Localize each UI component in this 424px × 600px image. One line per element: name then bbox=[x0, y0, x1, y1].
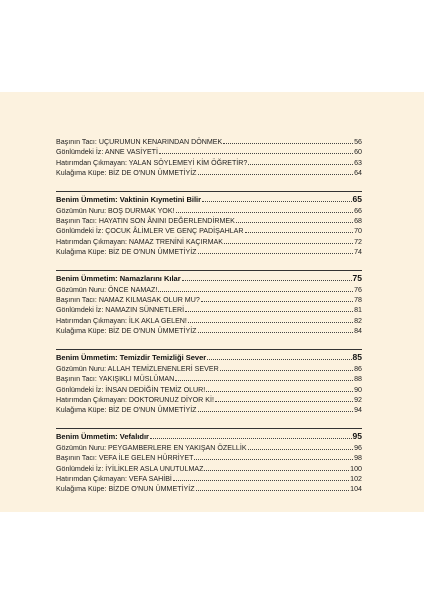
dot-leader bbox=[223, 137, 353, 144]
entry-title: Başının Tacı: UÇURUMUN KENARINDAN DÖNMEK bbox=[56, 138, 223, 146]
dot-leader bbox=[215, 395, 353, 402]
toc-entry[interactable] bbox=[56, 226, 362, 236]
page-number: 82 bbox=[354, 316, 362, 325]
entry-title: Hatırımdan Çıkmayan: İLK AKLA GELEN! bbox=[56, 316, 187, 325]
entry-title: Gönlümdeki İz: NAMAZIN SÜNNETLERİ bbox=[56, 306, 185, 315]
toc-entry[interactable] bbox=[56, 405, 362, 415]
page-number: 76 bbox=[354, 285, 362, 294]
entry-title: Gözümün Nuru: ÖNCE NAMAZ! bbox=[56, 285, 158, 294]
page-number: 88 bbox=[354, 375, 362, 384]
toc-section bbox=[56, 428, 362, 495]
entry-title: Hatırımdan Çıkmayan: VEFA SAHİBİ bbox=[56, 474, 172, 483]
entry-title: Hatırımdan Çıkmayan: NAMAZ TRENİNİ KAÇIRMAK bbox=[56, 237, 224, 246]
dot-leader bbox=[198, 405, 354, 412]
page-number: 78 bbox=[354, 296, 362, 305]
dot-leader bbox=[173, 474, 349, 481]
page-number: 92 bbox=[354, 395, 362, 404]
dot-leader bbox=[207, 353, 351, 360]
toc-entry[interactable] bbox=[56, 158, 362, 168]
dot-leader bbox=[245, 226, 354, 233]
page-number: 65 bbox=[352, 193, 362, 204]
toc-section-heading[interactable] bbox=[56, 430, 362, 443]
page-number: 94 bbox=[354, 406, 362, 415]
toc-entry[interactable] bbox=[56, 216, 362, 226]
page-number: 64 bbox=[354, 169, 362, 178]
toc-entry[interactable] bbox=[56, 326, 362, 336]
toc-entry[interactable] bbox=[56, 395, 362, 405]
page-number: 96 bbox=[354, 443, 362, 452]
dot-leader bbox=[194, 453, 353, 460]
dot-leader bbox=[196, 484, 350, 491]
toc-section bbox=[56, 270, 362, 337]
page-number: 84 bbox=[354, 327, 362, 336]
dot-leader bbox=[220, 364, 353, 371]
entry-title: Kulağıma Küpe: BİZ DE O'NUN ÜMMETİYİZ bbox=[56, 248, 197, 257]
page-number: 63 bbox=[354, 158, 362, 167]
dot-leader bbox=[202, 195, 352, 202]
page-number: 68 bbox=[354, 217, 362, 226]
entry-title: Başının Tacı: HAYATIN SON ÂNINI DEĞERLENDİRMEK bbox=[56, 217, 235, 226]
toc-section-heading[interactable] bbox=[56, 193, 362, 206]
entry-title: Başının Tacı: NAMAZ KILMASAK OLUR MU? bbox=[56, 296, 200, 305]
entry-title: Başının Tacı: YAKIŞIKLI MÜSLÜMAN bbox=[56, 375, 175, 384]
page-number: 86 bbox=[354, 364, 362, 373]
entry-title: Gönlümdeki İz: ANNE VASİYETİ bbox=[56, 148, 158, 157]
entry-title: Gönlümdeki İz: İYİLİKLER ASLA UNUTULMAZ bbox=[56, 464, 204, 473]
section-divider bbox=[56, 191, 362, 192]
dot-leader bbox=[204, 464, 349, 471]
toc-entry[interactable] bbox=[56, 237, 362, 247]
page-number: 90 bbox=[354, 385, 362, 394]
toc-entry[interactable] bbox=[56, 206, 362, 216]
page-number: 74 bbox=[354, 248, 362, 257]
entry-title: Hatırımdan Çıkmayan: YALAN SÖYLEMEYİ KİM ÖĞRETİR? bbox=[56, 158, 248, 167]
toc-entry[interactable] bbox=[56, 474, 362, 484]
entry-title: Kulağıma Küpe: BİZDE O'NUN ÜMMETİYİZ bbox=[56, 485, 195, 494]
toc-entry[interactable] bbox=[56, 168, 362, 178]
dot-leader bbox=[185, 305, 353, 312]
dot-leader bbox=[198, 247, 354, 254]
entry-title: Kulağıma Küpe: BİZ DE O'NUN ÜMMETİYİZ bbox=[56, 327, 197, 336]
page-number: 60 bbox=[354, 148, 362, 157]
toc-section-heading[interactable] bbox=[56, 351, 362, 364]
entry-title: Gönlümdeki İz: İNSAN DEDİĞİN TEMİZ OLUR! bbox=[56, 385, 206, 394]
toc-entry[interactable] bbox=[56, 316, 362, 326]
toc-entry[interactable] bbox=[56, 374, 362, 384]
toc-entry[interactable] bbox=[56, 385, 362, 395]
toc-entry[interactable] bbox=[56, 364, 362, 374]
dot-leader bbox=[176, 206, 354, 213]
dot-leader bbox=[150, 432, 352, 439]
toc-entry[interactable] bbox=[56, 247, 362, 257]
entry-title: Gönlümdeki İz: ÇOCUK ÂLİMLER VE GENÇ PADİŞAHLAR bbox=[56, 227, 244, 236]
section-divider bbox=[56, 270, 362, 271]
dot-leader bbox=[248, 443, 354, 450]
toc-section bbox=[56, 349, 362, 416]
toc-entry[interactable] bbox=[56, 305, 362, 315]
toc-section bbox=[56, 137, 362, 179]
page-number: 85 bbox=[352, 351, 362, 362]
toc-entry[interactable] bbox=[56, 443, 362, 453]
page-number: 56 bbox=[354, 138, 362, 146]
section-divider bbox=[56, 349, 362, 350]
dot-leader bbox=[182, 274, 352, 281]
entry-title: Gözümün Nuru: ALLAH TEMİZLENENLERİ SEVER bbox=[56, 364, 219, 373]
dot-leader bbox=[201, 295, 353, 302]
dot-leader bbox=[206, 385, 353, 392]
dot-leader bbox=[158, 285, 353, 292]
entry-title: Hatırımdan Çıkmayan: DOKTORUNUZ DİYOR Kİ! bbox=[56, 395, 214, 404]
page-number: 98 bbox=[354, 454, 362, 463]
toc-section-heading[interactable] bbox=[56, 272, 362, 285]
page-number: 81 bbox=[354, 306, 362, 315]
toc-entry[interactable] bbox=[56, 285, 362, 295]
entry-title: Gözümün Nuru: BOŞ DURMAK YOK! bbox=[56, 206, 175, 215]
dot-leader bbox=[175, 374, 353, 381]
dot-leader bbox=[236, 216, 353, 223]
entry-title: Gözümün Nuru: PEYGAMBERLERE EN YAKIŞAN ÖZELLİK bbox=[56, 443, 247, 452]
toc-entry[interactable] bbox=[56, 453, 362, 463]
page-number: 72 bbox=[354, 237, 362, 246]
dot-leader bbox=[188, 316, 353, 323]
dot-leader bbox=[198, 168, 354, 175]
page-number: 100 bbox=[350, 464, 362, 473]
section-divider bbox=[56, 428, 362, 429]
toc-section bbox=[56, 191, 362, 258]
toc-entry[interactable] bbox=[56, 295, 362, 305]
entry-title: Kulağıma Küpe: BİZ DE O'NUN ÜMMETİYİZ bbox=[56, 406, 197, 415]
dot-leader bbox=[248, 158, 353, 165]
page-number: 75 bbox=[352, 272, 362, 283]
section-title: Benim Ümmetim: Namazlarını Kılar bbox=[56, 273, 181, 283]
table-of-contents bbox=[56, 137, 362, 507]
page-number: 70 bbox=[354, 227, 362, 236]
dot-leader bbox=[224, 237, 353, 244]
section-title: Benim Ümmetim: Vaktinin Kıymetini Bilir bbox=[56, 194, 202, 204]
section-title: Benim Ümmetim: Temizdir Temizliği Sever bbox=[56, 352, 207, 362]
page-number: 95 bbox=[352, 430, 362, 441]
toc-entry[interactable] bbox=[56, 147, 362, 157]
entry-title: Başının Tacı: VEFA İLE GELEN HÜRRİYET bbox=[56, 454, 194, 463]
toc-entry[interactable] bbox=[56, 137, 362, 147]
section-title: Benim Ümmetim: Vefalıdır bbox=[56, 431, 149, 441]
toc-entry[interactable] bbox=[56, 464, 362, 474]
entry-title: Kulağıma Küpe: BİZ DE O'NUN ÜMMETİYİZ bbox=[56, 169, 197, 178]
page-number: 66 bbox=[354, 206, 362, 215]
dot-leader bbox=[198, 326, 354, 333]
dot-leader bbox=[159, 147, 353, 154]
page-number: 104 bbox=[350, 485, 362, 494]
toc-entry[interactable] bbox=[56, 484, 362, 494]
page-number: 102 bbox=[350, 474, 362, 483]
